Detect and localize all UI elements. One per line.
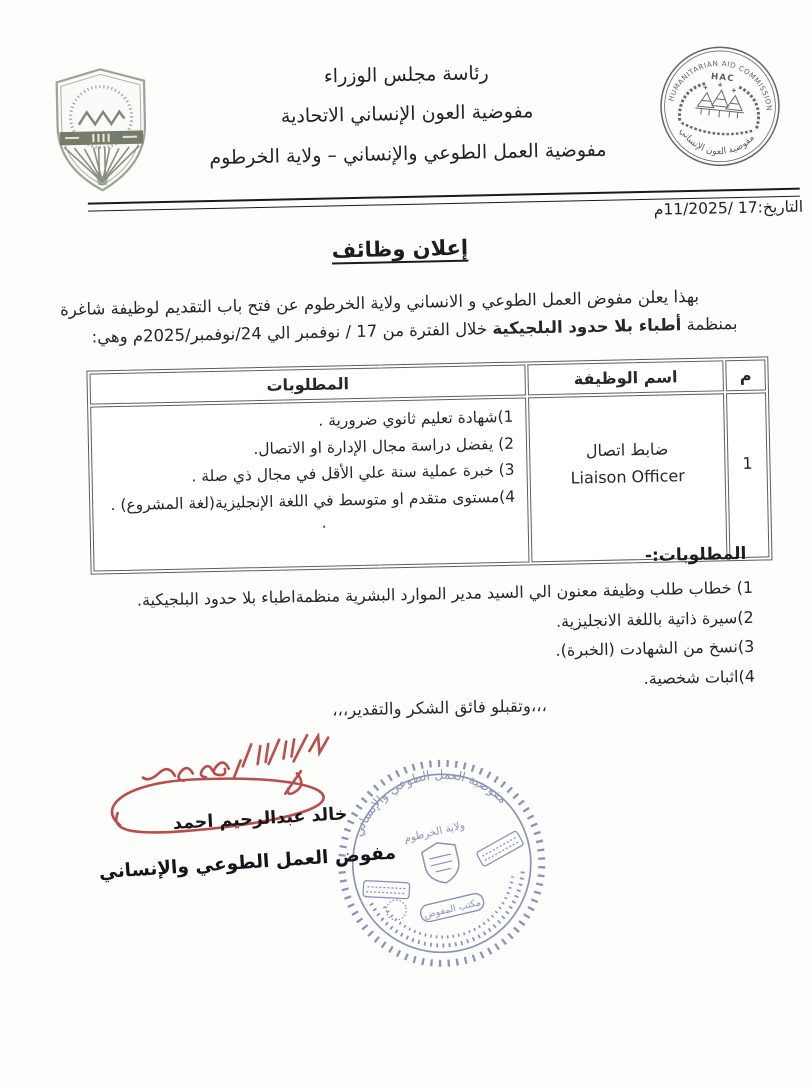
hac-arc-text: HUMANITARIAN AID COMMISSION	[666, 58, 775, 112]
requirement-item: 2)سيرة ذاتية باللغة الانجليزية.	[555, 607, 754, 631]
requirement-item: 3)نسخ من الشهادت (الخبرة).	[555, 636, 755, 660]
job-requirement-line: 1)شهادة تعليم ثانوي ضرورية .	[318, 407, 514, 430]
requirements-list	[37, 573, 755, 706]
intro-org-prefix: بمنظمة	[681, 314, 738, 335]
column-header-number: م	[725, 359, 766, 391]
letterhead-line-3: مفوضية العمل الطوعي والإنساني – ولاية الخرطوم	[209, 138, 607, 170]
requirement-item: 4)اثبات شخصية.	[643, 666, 756, 688]
letterhead-line-1: رئاسة مجلس الوزراء	[323, 62, 489, 88]
vacancies-table-wrapper	[86, 356, 772, 574]
hac-seal-icon	[651, 37, 789, 175]
intro-org-name: أطباء بلا حدود البلجيكية	[492, 315, 682, 339]
intro-paragraph	[51, 282, 738, 352]
hac-abbr: HAC	[710, 71, 736, 85]
document-date: التاريخ:17 /11/2025م	[653, 197, 804, 219]
stray-dot: .	[321, 513, 327, 532]
signatory-title: مفوض العمل الطوعي والإنساني	[98, 842, 397, 884]
job-name-english: Liaison Officer	[570, 466, 686, 488]
intro-line-2-rest: خلال الفترة من 17 / نوفمبر الي 24/نوفمبر/2025م وهي:	[91, 319, 493, 347]
job-requirements-cell	[90, 397, 529, 571]
closing-courtesy-line: ،،،وتقبلو فائق الشكر والتقدير،،،	[332, 696, 548, 720]
signatory-name: خالد عبدالرحيم احمد	[172, 804, 348, 834]
job-requirement-line: 4)مستوى متقدم او متوسط في اللغة الإنجليزية(لغة المشروع) .	[110, 487, 516, 514]
khartoum-state-emblem-icon	[48, 65, 155, 195]
row-number-cell: 1	[726, 392, 769, 558]
stamp-arc-text: مفوضية العمل الطوعي والإنساني	[349, 766, 511, 839]
column-header-job-name: اسم الوظيفة	[527, 360, 724, 395]
announcement-title: إعلان وظائف	[331, 235, 469, 263]
job-name-arabic: ضابط اتصال	[585, 439, 669, 461]
job-name-cell	[528, 393, 727, 562]
column-header-requirements: المطلوبات	[89, 364, 526, 404]
requirement-item: 1) خطاب طلب وظيفة معنون الي السيد مدير الموارد البشرية منظمةاطباء بلا حدود البلجيكية.	[136, 577, 754, 610]
stamp-state-text: ولاية الخرطوم	[402, 819, 466, 846]
job-requirement-line: 3) خبرة عملية سنة علي الأقل في مجال ذي صلة .	[191, 460, 515, 486]
stamp-office-text: مكتب المفوض	[423, 897, 482, 922]
intro-line-1: بهذا يعلن مفوض العمل الطوعي و الانساني ولاية الخرطوم عن فتح باب التقديم لوظيفة شاغرة	[59, 286, 700, 320]
requirements-heading: المطلوبات:-	[644, 543, 747, 566]
letterhead-line-2: مفوضية العون الإنساني الاتحادية	[280, 100, 534, 128]
vacancies-table	[86, 356, 772, 574]
job-requirement-line: 2) يفضل دراسة مجال الإدارة او الاتصال.	[253, 434, 515, 458]
signature-scribble-icon	[88, 732, 348, 849]
hac-arc-bottom-text: مفوضية العون الإنساني	[677, 126, 757, 158]
